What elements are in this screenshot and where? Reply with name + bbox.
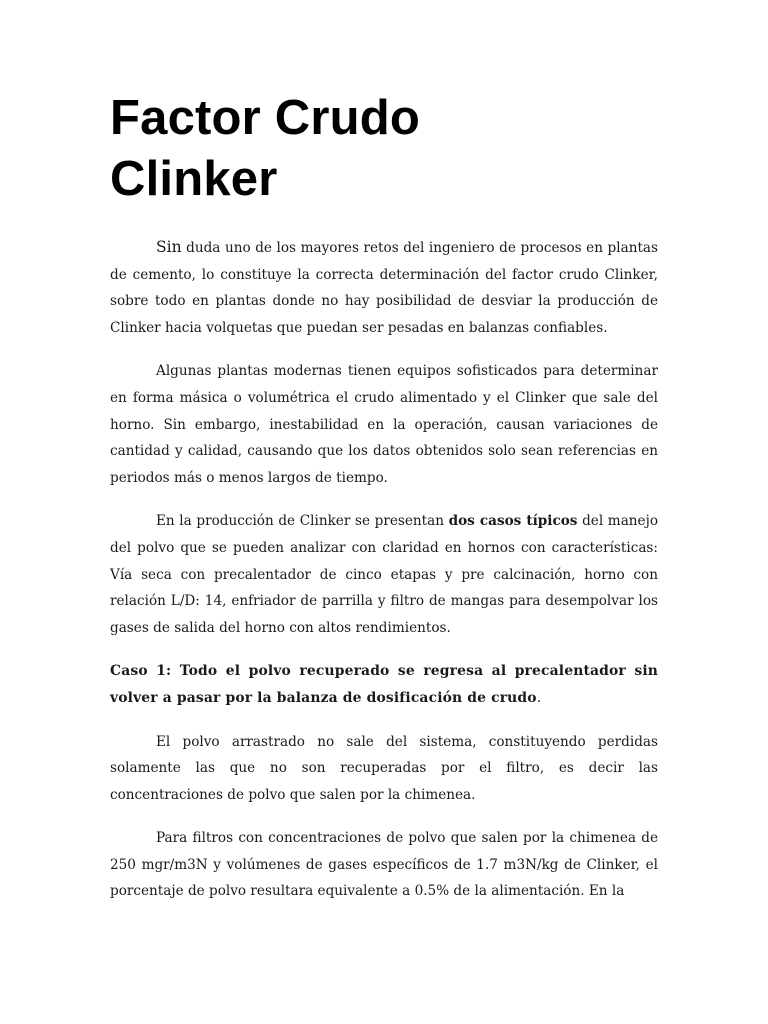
paragraph-1 (110, 234, 658, 341)
caso-1-period: . (536, 689, 542, 706)
paragraph-4: El polvo arrastrado no sale del sistema, constituyendo perdidas solamente las que no son recuperadas por el filtro, es decir las concentraciones de polvo que salen por la chimenea. (110, 733, 658, 803)
paragraph-1-first-word: Sin (156, 238, 182, 256)
paragraph-5: Para filtros con concentraciones de polvo que salen por la chimenea de 250 mgr/m3N y volúmenes de gases específicos de 1.7 m3N/kg de Clinker, el porcentaje de polvo resultara equivalente a 0.5% de la alimentación. En la (110, 830, 658, 900)
document-body (110, 234, 658, 905)
paragraph-3-text-after: del manejo del polvo que se pueden analizar con claridad en hornos con características: Vía seca con precalentador de cinco etapas y pre calcinación, horno con relación L/D: 14, enfriador de parrilla y filtro de mangas para desempolvar los gases de salida del horno con altos rendimientos. (110, 513, 659, 636)
paragraph-3-bold-text: dos casos típicos (448, 513, 578, 530)
document-title (110, 88, 658, 210)
paragraph-2: Algunas plantas modernas tienen equipos sofisticados para determinar en forma másica o volumétrica el crudo alimentado y el Clinker que sale del horno. Sin embargo, inestabilidad en la operación, causan variaciones de cantidad y calidad, causando que los datos obtenidos solo sean referencias en periodos más o menos largos de tiempo. (110, 363, 658, 486)
caso-1-heading (110, 658, 658, 711)
paragraph-3 (110, 508, 658, 641)
title-line-1: Factor Crudo (110, 91, 421, 145)
paragraph-1-text: duda uno de los mayores retos del ingeniero de procesos en plantas de cemento, lo constituye la correcta determinación del factor crudo Clinker, sobre todo en plantas donde no hay posibilidad de desviar la producción de Clinker hacia volquetas que puedan ser pesadas en balanzas confiables. (110, 240, 658, 336)
title-line-2: Clinker (110, 152, 278, 206)
document-page (110, 88, 658, 922)
paragraph-3-text-before: En la producción de Clinker se presentan (156, 513, 449, 530)
caso-1-text: Caso 1: Todo el polvo recuperado se regresa al precalentador sin volver a pasar por la balanza de dosificación de crudo (110, 663, 658, 706)
